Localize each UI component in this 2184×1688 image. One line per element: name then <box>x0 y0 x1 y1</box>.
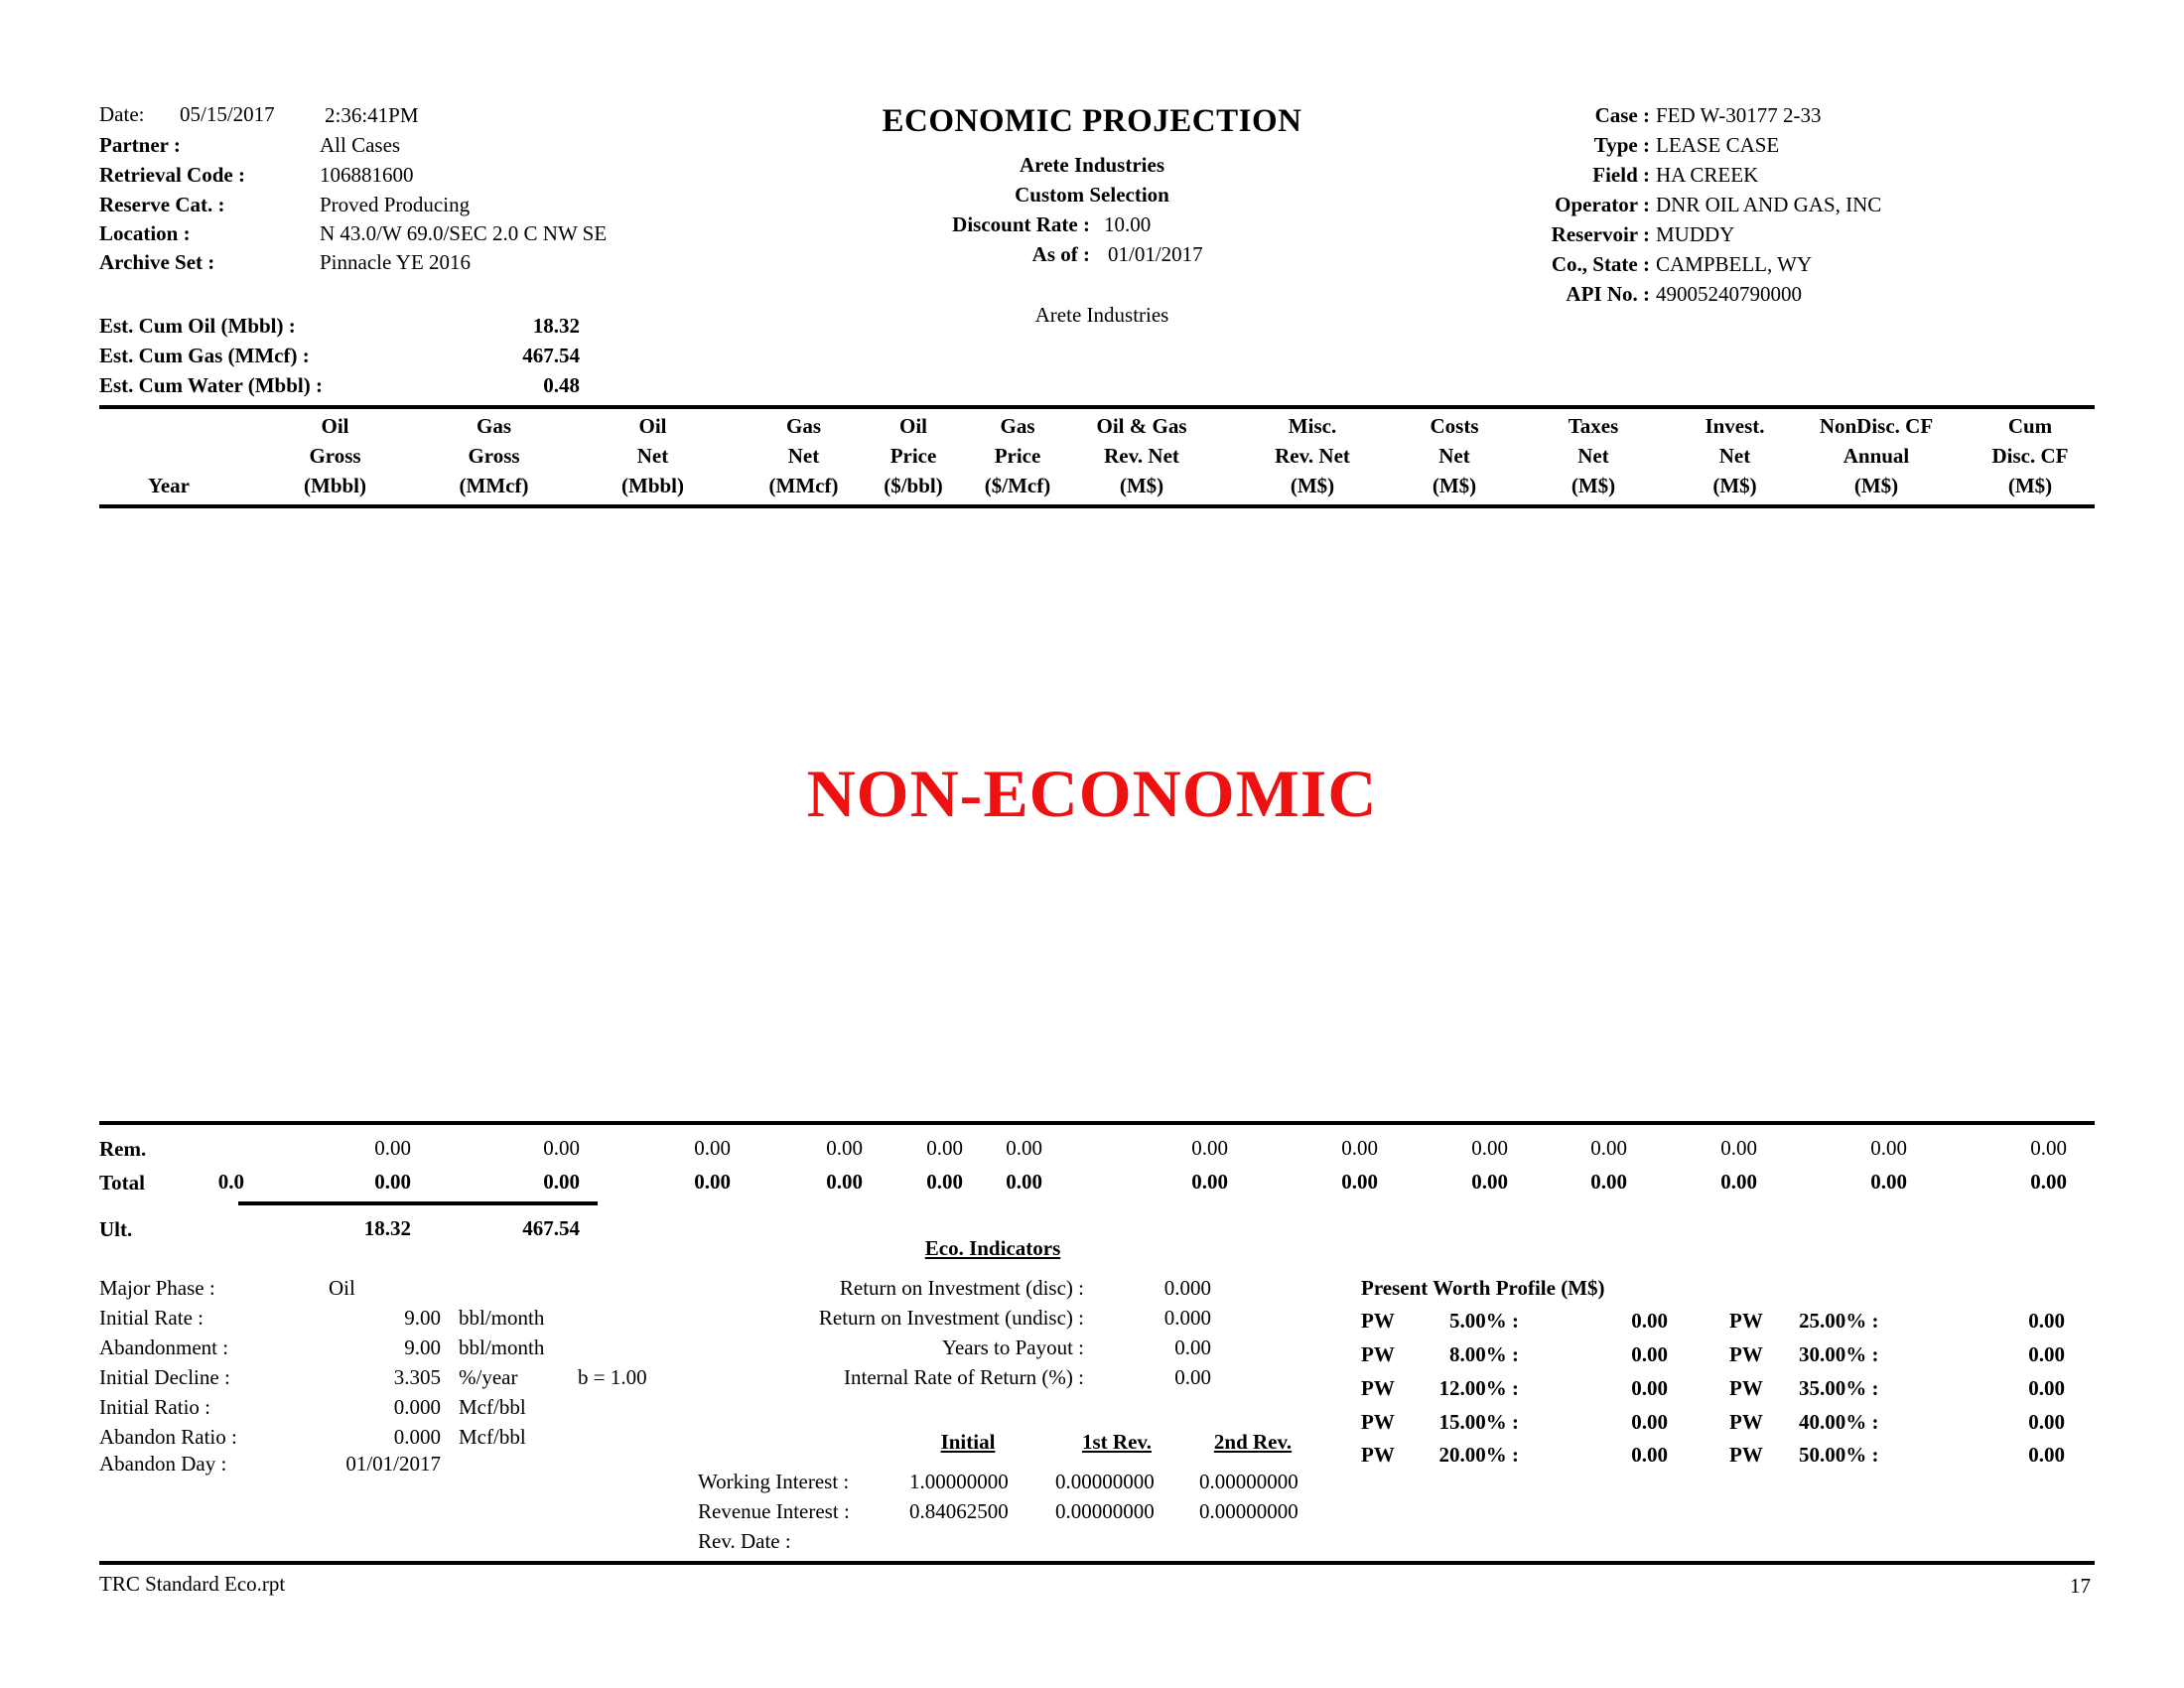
pw-value: 0.00 <box>1631 1376 1668 1400</box>
eco-indicators-title: Eco. Indicators <box>924 1236 1061 1260</box>
revenue-interest-1st-rev: 0.00000000 <box>1055 1499 1155 1523</box>
co-state-label: Co., State : <box>1551 252 1650 276</box>
page-number: 17 <box>2070 1574 2091 1598</box>
rem-gas-price: 0.00 <box>1006 1136 1042 1160</box>
total-cum-disc-cf: 0.00 <box>2030 1170 2067 1194</box>
report-time: 2:36:41PM <box>325 103 419 127</box>
archive-set-value: Pinnacle YE 2016 <box>320 250 472 274</box>
col-oil-gross: Oil Gross (Mbbl) <box>304 414 366 497</box>
pw-profile-title: Present Worth Profile (M$) <box>1361 1276 1605 1300</box>
type-value: LEASE CASE <box>1656 133 1780 157</box>
report-file-name: TRC Standard Eco.rpt <box>99 1572 286 1596</box>
rem-label: Rem. <box>99 1137 147 1161</box>
years-to-payout-value: 0.00 <box>1174 1336 1211 1359</box>
reserve-cat-label: Reserve Cat. : <box>99 193 225 216</box>
report-date: 05/15/2017 <box>180 102 275 126</box>
total-misc-rev: 0.00 <box>1341 1170 1378 1194</box>
reserve-cat-value: Proved Producing <box>320 193 471 216</box>
col-gas-price: Gas Price ($/Mcf) <box>984 414 1051 497</box>
case-label: Case : <box>1594 103 1650 127</box>
pw-rate: 20.00% : <box>1438 1443 1519 1467</box>
total-gas-net: 0.00 <box>826 1170 863 1194</box>
rev-date-label: Rev. Date : <box>698 1529 791 1553</box>
working-interest-initial: 1.00000000 <box>909 1470 1009 1493</box>
b-factor: b = 1.00 <box>578 1365 647 1389</box>
pw-label: PW <box>1729 1342 1763 1366</box>
co-state-value: CAMPBELL, WY <box>1656 252 1813 276</box>
operator-value: DNR OIL AND GAS, INC <box>1656 193 1882 216</box>
pw-rate: 12.00% : <box>1438 1376 1519 1400</box>
pw-value: 0.00 <box>1631 1410 1668 1434</box>
roi-undisc-label: Return on Investment (undisc) : <box>818 1306 1084 1330</box>
cum-gas-value: 467.54 <box>522 344 580 367</box>
working-interest-1st-rev: 0.00000000 <box>1055 1470 1155 1493</box>
total-costs: 0.00 <box>1471 1170 1508 1194</box>
abandonment-label: Abandonment : <box>99 1336 229 1359</box>
selection-name: Custom Selection <box>1015 183 1169 207</box>
initial-rate-value: 9.00 <box>404 1306 441 1330</box>
rem-gas-gross: 0.00 <box>543 1136 580 1160</box>
case-value: FED W-30177 2-33 <box>1656 103 1822 127</box>
pw-value: 0.00 <box>1631 1443 1668 1467</box>
pw-label: PW <box>1361 1342 1395 1366</box>
pw-label: PW <box>1729 1410 1763 1434</box>
revenue-interest-initial: 0.84062500 <box>909 1499 1009 1523</box>
interest-header-initial: Initial <box>940 1430 996 1454</box>
rem-cum-disc-cf: 0.00 <box>2030 1136 2067 1160</box>
ult-rule <box>238 1201 598 1205</box>
pw-value: 0.00 <box>1631 1309 1668 1333</box>
type-label: Type : <box>1593 133 1650 157</box>
rem-costs: 0.00 <box>1471 1136 1508 1160</box>
abandon-ratio-unit: Mcf/bbl <box>459 1425 526 1449</box>
years-to-payout-label: Years to Payout : <box>941 1336 1084 1359</box>
pw-rate: 40.00% : <box>1799 1410 1879 1434</box>
as-of-label: As of : <box>1031 242 1090 266</box>
pw-label: PW <box>1361 1443 1395 1467</box>
footer-rule <box>99 1561 2095 1565</box>
working-interest-2nd-rev: 0.00000000 <box>1199 1470 1298 1493</box>
ult-oil: 18.32 <box>363 1216 411 1240</box>
abandon-ratio-label: Abandon Ratio : <box>99 1425 237 1449</box>
col-gas-gross: Gas Gross (MMcf) <box>459 414 529 497</box>
pw-rate: 50.00% : <box>1799 1443 1879 1467</box>
pw-value: 0.00 <box>2028 1410 2065 1434</box>
discount-rate-label: Discount Rate : <box>952 212 1090 236</box>
pw-value: 0.00 <box>2028 1309 2065 1333</box>
rem-taxes: 0.00 <box>1590 1136 1627 1160</box>
pw-value: 0.00 <box>1631 1342 1668 1366</box>
as-of-value: 01/01/2017 <box>1108 242 1203 266</box>
rem-oil-gas-rev: 0.00 <box>1191 1136 1228 1160</box>
retrieval-code-label: Retrieval Code : <box>99 163 245 187</box>
interest-header-2nd-rev: 2nd Rev. <box>1213 1430 1293 1454</box>
rem-gas-net: 0.00 <box>826 1136 863 1160</box>
ult-label: Ult. <box>99 1217 133 1241</box>
rem-invest: 0.00 <box>1720 1136 1757 1160</box>
pw-rate: 25.00% : <box>1799 1309 1879 1333</box>
cum-water-value: 0.48 <box>543 373 580 397</box>
col-taxes-net: Taxes Net (M$) <box>1568 414 1619 497</box>
pw-rate: 15.00% : <box>1438 1410 1519 1434</box>
total-invest: 0.00 <box>1720 1170 1757 1194</box>
company-name: Arete Industries <box>1019 153 1164 177</box>
pw-label: PW <box>1729 1376 1763 1400</box>
field-label: Field : <box>1592 163 1650 187</box>
total-label: Total <box>99 1171 145 1195</box>
total-gas-price: 0.00 <box>1006 1170 1042 1194</box>
total-taxes: 0.00 <box>1590 1170 1627 1194</box>
col-costs-net: Costs Net (M$) <box>1430 414 1479 497</box>
retrieval-code-value: 106881600 <box>320 163 414 187</box>
pw-label: PW <box>1361 1410 1395 1434</box>
location-label: Location : <box>99 221 191 245</box>
col-nondisc-cf: NonDisc. CF Annual (M$) <box>1819 414 1934 497</box>
abandon-day-value: 01/01/2017 <box>345 1452 441 1476</box>
pw-rate: 8.00% : <box>1449 1342 1519 1366</box>
initial-decline-label: Initial Decline : <box>99 1365 230 1389</box>
initial-ratio-label: Initial Ratio : <box>99 1395 210 1419</box>
initial-decline-value: 3.305 <box>393 1365 441 1389</box>
initial-ratio-unit: Mcf/bbl <box>459 1395 526 1419</box>
pw-label: PW <box>1361 1376 1395 1400</box>
working-interest-label: Working Interest : <box>698 1470 850 1493</box>
initial-decline-unit: %/year <box>459 1365 518 1389</box>
col-gas-net: Gas Net (MMcf) <box>768 414 839 497</box>
major-phase-label: Major Phase : <box>99 1276 215 1300</box>
api-no-label: API No. : <box>1566 282 1650 306</box>
initial-rate-label: Initial Rate : <box>99 1306 204 1330</box>
rem-misc-rev: 0.00 <box>1341 1136 1378 1160</box>
col-year: Year <box>148 474 190 497</box>
initial-ratio-value: 0.000 <box>393 1395 441 1419</box>
archive-set-label: Archive Set : <box>99 250 215 274</box>
pw-label: PW <box>1729 1309 1763 1333</box>
company-name-secondary: Arete Industries <box>1034 303 1169 327</box>
col-misc-rev-net: Misc. Rev. Net (M$) <box>1275 414 1350 497</box>
total-gas-gross: 0.00 <box>543 1170 580 1194</box>
total-oil-gas-rev: 0.00 <box>1191 1170 1228 1194</box>
col-oil-price: Oil Price ($/bbl) <box>884 414 943 497</box>
interest-header-1st-rev: 1st Rev. <box>1082 1430 1152 1454</box>
pw-rate: 30.00% : <box>1799 1342 1879 1366</box>
total-oil-gross: 0.00 <box>374 1170 411 1194</box>
reservoir-label: Reservoir : <box>1551 222 1650 246</box>
total-oil-net: 0.00 <box>694 1170 731 1194</box>
header-bottom-rule <box>99 504 2095 508</box>
pw-label: PW <box>1361 1309 1395 1333</box>
col-oil-net: Oil Net (Mbbl) <box>621 414 684 497</box>
field-value: HA CREEK <box>1656 163 1759 187</box>
operator-label: Operator : <box>1555 193 1650 216</box>
cum-oil-label: Est. Cum Oil (Mbbl) : <box>99 314 296 338</box>
col-cum-disc-cf: Cum Disc. CF (M$) <box>1991 414 2069 497</box>
date-label: Date: <box>99 102 145 126</box>
pw-rate: 5.00% : <box>1449 1309 1519 1333</box>
major-phase-value: Oil <box>329 1276 355 1300</box>
rem-oil-net: 0.00 <box>694 1136 731 1160</box>
reservoir-value: MUDDY <box>1656 222 1735 246</box>
pw-label: PW <box>1729 1443 1763 1467</box>
rem-oil-price: 0.00 <box>926 1136 963 1160</box>
location-value: N 43.0/W 69.0/SEC 2.0 C NW SE <box>320 221 608 245</box>
cum-gas-label: Est. Cum Gas (MMcf) : <box>99 344 310 367</box>
partner-label: Partner : <box>99 133 181 157</box>
revenue-interest-2nd-rev: 0.00000000 <box>1199 1499 1298 1523</box>
total-oil-price: 0.00 <box>926 1170 963 1194</box>
pw-value: 0.00 <box>2028 1376 2065 1400</box>
initial-rate-unit: bbl/month <box>459 1306 545 1330</box>
ult-gas: 467.54 <box>522 1216 580 1240</box>
col-invest-net: Invest. Net (M$) <box>1705 414 1765 497</box>
roi-disc-label: Return on Investment (disc) : <box>839 1276 1084 1300</box>
total-nondisc-cf: 0.00 <box>1870 1170 1907 1194</box>
pw-rate: 35.00% : <box>1799 1376 1879 1400</box>
cum-water-label: Est. Cum Water (Mbbl) : <box>99 373 323 397</box>
irr-value: 0.00 <box>1174 1365 1211 1389</box>
roi-disc-value: 0.000 <box>1163 1276 1211 1300</box>
abandonment-unit: bbl/month <box>459 1336 545 1359</box>
abandon-ratio-value: 0.000 <box>393 1425 441 1449</box>
roi-undisc-value: 0.000 <box>1163 1306 1211 1330</box>
rem-nondisc-cf: 0.00 <box>1870 1136 1907 1160</box>
header-top-rule <box>99 405 2095 409</box>
revenue-interest-label: Revenue Interest : <box>698 1499 850 1523</box>
abandonment-value: 9.00 <box>404 1336 441 1359</box>
cum-oil-value: 18.32 <box>532 314 580 338</box>
totals-top-rule <box>99 1121 2095 1125</box>
non-economic-status: NON-ECONOMIC <box>806 756 1378 831</box>
page-title: ECONOMIC PROJECTION <box>882 103 1302 139</box>
rem-oil-gross: 0.00 <box>374 1136 411 1160</box>
abandon-day-label: Abandon Day : <box>99 1452 227 1476</box>
col-oil-gas-rev-net: Oil & Gas Rev. Net (M$) <box>1096 414 1187 497</box>
api-no-value: 49005240790000 <box>1656 282 1802 306</box>
pw-value: 0.00 <box>2028 1443 2065 1467</box>
total-year: 0.0 <box>217 1170 244 1194</box>
pw-value: 0.00 <box>2028 1342 2065 1366</box>
partner-value: All Cases <box>320 133 401 157</box>
discount-rate-value: 10.00 <box>1104 212 1152 236</box>
irr-label: Internal Rate of Return (%) : <box>844 1365 1084 1389</box>
